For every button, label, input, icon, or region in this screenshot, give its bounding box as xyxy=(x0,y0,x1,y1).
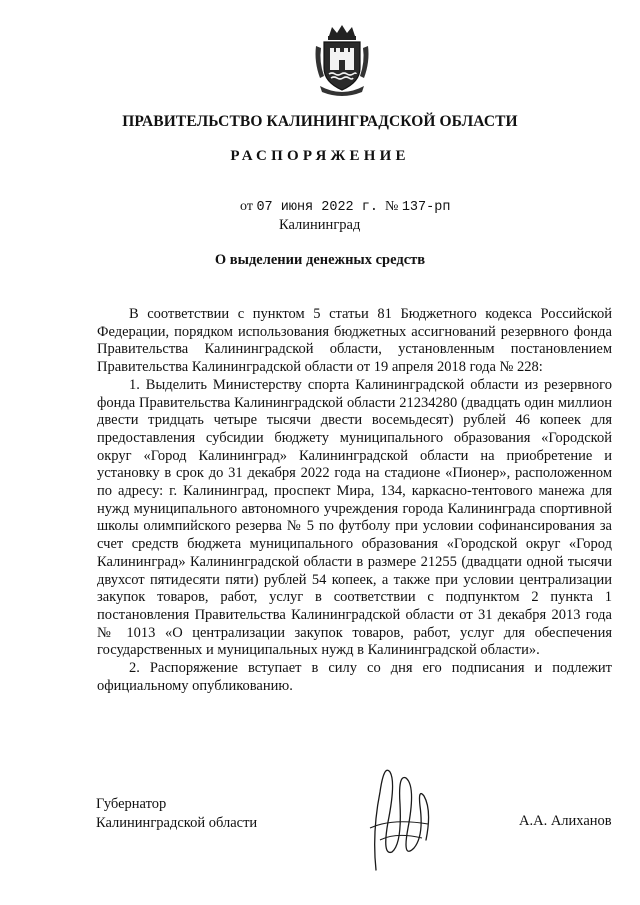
document-type: РАСПОРЯЖЕНИЕ xyxy=(230,148,410,164)
coat-of-arms-icon xyxy=(312,22,372,96)
document-body xyxy=(97,306,612,695)
item-1-paragraph: 1. Выделить Министерству спорта Калининградской области из резервного фонда Правительства Калининградской области 21234280 (двадцать один миллион двести тридцать четыре тысячи двести восемьдесят) рублей 46 копеек для предоставления субсидии бюджету муниципального образования «Городской округ «Город Калининград» Калининградской области на приобретение и установку в срок до 31 декабря 2022 года на стадионе «Пионер», расположенном по адресу: г. Калининград, проспект Мира, 134, каркасно-тентового манежа для нужд муниципального автономного учреждения города Калининграда спортивной школы олимпийского резерва № 5 по футболу при условии софинансирования за счет средств бюджета муниципального образования «Городской округ «Город Калининград» Калининградской области в размере 21255 (двадцати одной тысячи двухсот пятидесяти пяти) рублей 54 копеек, а также при условии централизации закупок товаров, работ, услуг в соответствии с подпунктом 2 пункта 1 постановления Правительства Калининградской области от 31 декабря 2013 года № 1013 «О централизации закупок товаров, работ, услуг для обеспечения государственных и муниципальных нужд в Калининградской области». xyxy=(97,376,612,659)
city: Калининград xyxy=(279,217,361,233)
position-line-1: Губернатор xyxy=(96,796,167,812)
document-date: 07 июня 2022 г. xyxy=(256,200,378,215)
item-2-paragraph: 2. Распоряжение вступает в силу со дня его подписания и подлежит официальному опубликованию. xyxy=(97,660,612,694)
handwritten-signature xyxy=(362,752,442,882)
preamble-paragraph: В соответствии с пунктом 5 статьи 81 Бюджетного кодекса Российской Федерации, порядком использования бюджетных ассигнований резервного фонда Правительства Калининградской области, установленным постановлением Правительства Калининградской области от 19 апреля 2018 года № 228: xyxy=(97,306,612,376)
date-prefix: от xyxy=(240,199,253,214)
number-prefix: № xyxy=(384,199,399,214)
signatory-position xyxy=(96,795,257,832)
government-title: ПРАВИТЕЛЬСТВО КАЛИНИНГРАДСКОЙ ОБЛАСТИ xyxy=(122,113,518,130)
position-line-2: Калининградской области xyxy=(96,814,258,831)
document-subject: О выделении денежных средств xyxy=(214,252,426,268)
date-number-line xyxy=(240,199,450,215)
signatory-name: А.А. Алиханов xyxy=(519,813,612,829)
document-number: 137-рп xyxy=(401,200,451,215)
